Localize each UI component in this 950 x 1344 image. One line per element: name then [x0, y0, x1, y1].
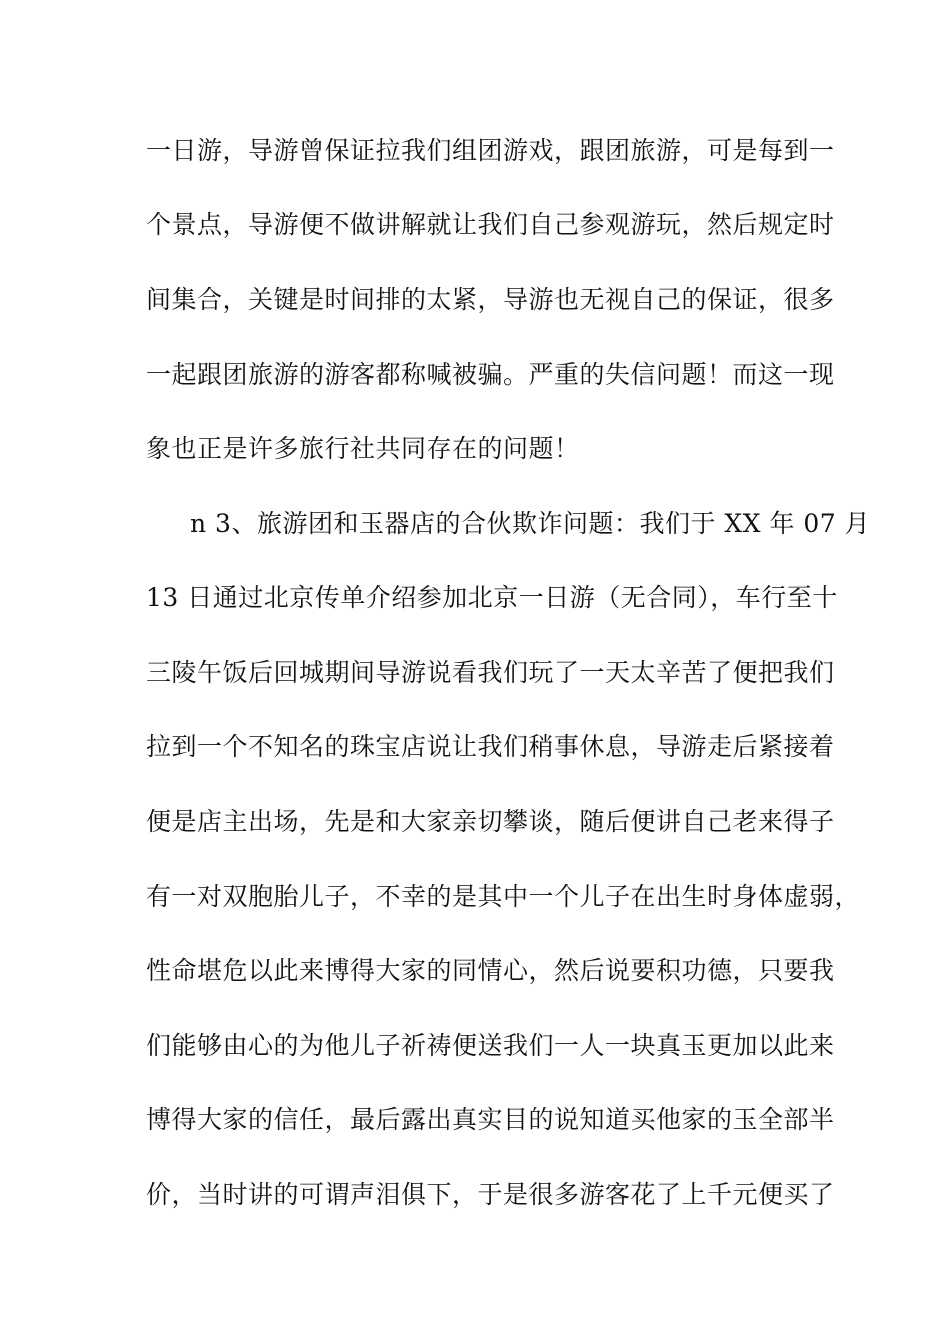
text-line: 性命堪危以此来博得大家的同情心，然后说要积功德，只要我	[146, 956, 835, 985]
text-line: 一起跟团旅游的游客都称喊被骗。严重的失信问题！而这一现	[146, 360, 835, 389]
text-line: 拉到一个不知名的珠宝店说让我们稍事休息，导游走后紧接着	[146, 732, 835, 761]
text-line-indented: n 3、旅游团和玉器店的合伙欺诈问题：我们于 XX 年 07 月	[190, 509, 871, 538]
text-line: 博得大家的信任，最后露出真实目的说知道买他家的玉全部半	[146, 1105, 835, 1134]
text-line: 三陵午饭后回城期间导游说看我们玩了一天太辛苦了便把我们	[146, 658, 835, 687]
text-line: 象也正是许多旅行社共同存在的问题！	[146, 434, 580, 463]
text-line: 价，当时讲的可谓声泪俱下，于是很多游客花了上千元便买了	[146, 1180, 835, 1209]
text-line: 一日游，导游曾保证拉我们组团游戏，跟团旅游，可是每到一	[146, 136, 835, 165]
text-line: 便是店主出场，先是和大家亲切攀谈，随后便讲自己老来得子	[146, 807, 835, 836]
text-line: 个景点，导游便不做讲解就让我们自己参观游玩，然后规定时	[146, 210, 835, 239]
text-line: 间集合，关键是时间排的太紧，导游也无视自己的保证，很多	[146, 285, 835, 314]
text-line: 有一对双胞胎儿子，不幸的是其中一个儿子在出生时身体虚弱，	[146, 882, 861, 911]
text-line: 13 日通过北京传单介绍参加北京一日游（无合同），车行至十	[146, 583, 838, 612]
text-line: 们能够由心的为他儿子祈祷便送我们一人一块真玉更加以此来	[146, 1031, 835, 1060]
